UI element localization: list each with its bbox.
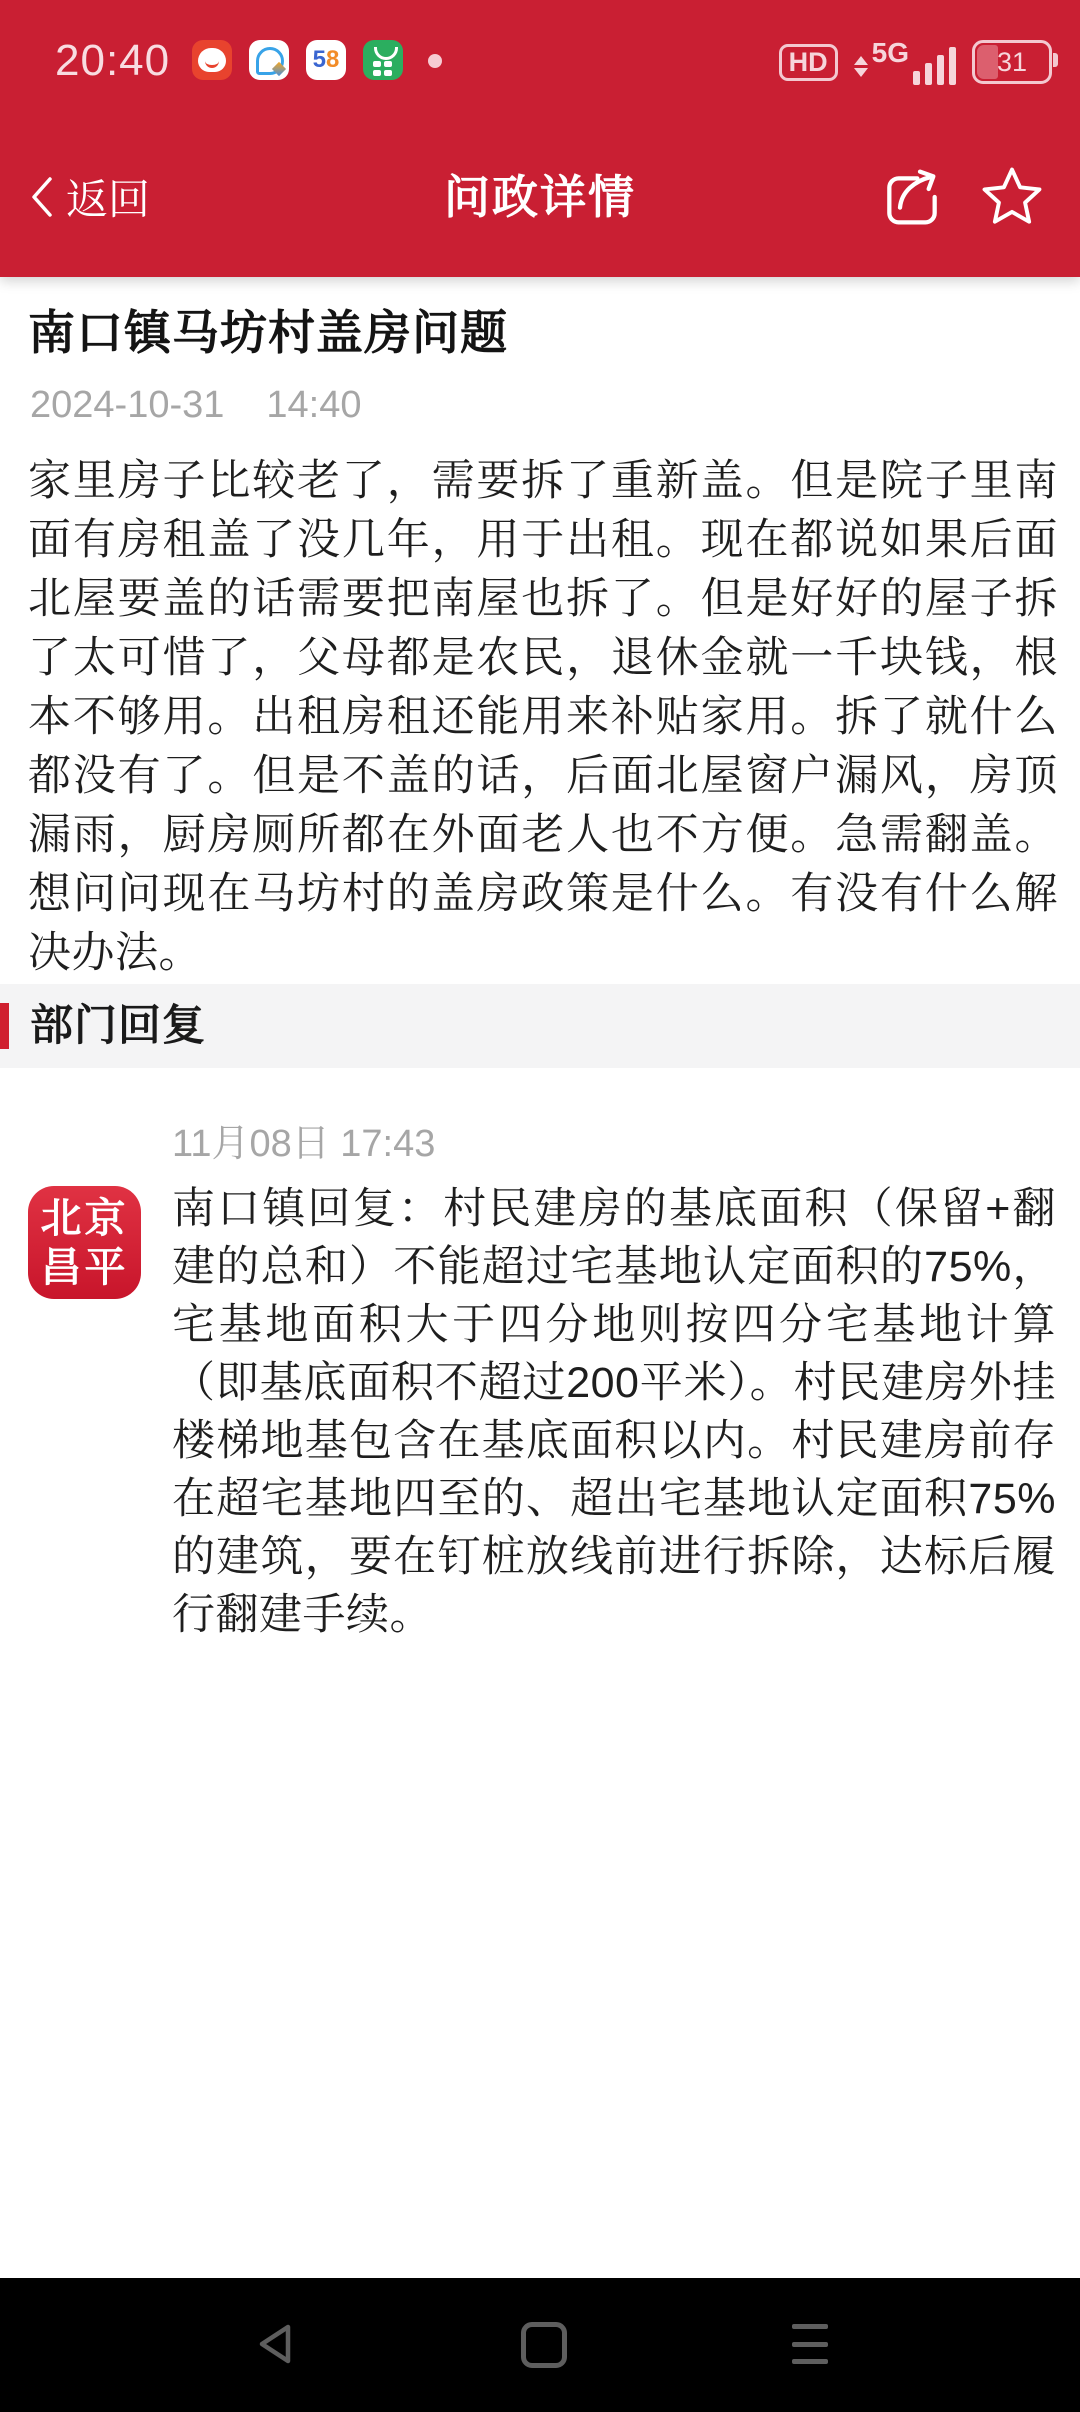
reply-section-header	[0, 984, 1080, 1068]
dots-grid-icon	[373, 61, 393, 75]
question-datetime	[30, 384, 361, 427]
reply-section-label: 部门回复	[30, 1002, 206, 1050]
title-bar	[0, 152, 1080, 242]
digit-8: 8	[326, 46, 340, 73]
58-app-icon	[306, 40, 346, 80]
digit-5: 5	[312, 46, 326, 73]
status-bar	[0, 30, 1080, 94]
back-label: 返回	[66, 176, 151, 223]
notification-dot-icon	[428, 54, 442, 68]
question-title: 南口镇马坊村盖房问题	[28, 306, 508, 359]
notification-icons	[192, 40, 403, 80]
smile-arc-icon	[374, 47, 398, 60]
battery-nub	[1053, 53, 1058, 67]
status-time: 20:40	[55, 36, 171, 85]
network-indicator	[854, 39, 956, 85]
reply-body: 南口镇回复：村民建房的基底面积（保留+翻建的总和）不能超过宅基地认定面积的75%，宅基地面积大于四分地则按四分宅基地计算（即基底面积不超过200平米）。村民建房外挂楼梯地基包含在基底面积以内。村民建房前存在超宅基地四至的、超出宅基地认定面积75%的建筑，要在钉桩放线前进行拆除，达标后履行翻建手续。	[172, 1185, 1056, 1639]
battery-percent: 31	[996, 46, 1028, 77]
system-back-button[interactable]	[252, 2318, 304, 2370]
weidian-app-icon	[363, 40, 403, 80]
signal-bars-icon	[913, 45, 956, 85]
system-recents-button[interactable]	[792, 2324, 828, 2364]
favorite-star-button[interactable]	[978, 162, 1046, 232]
system-navigation-bar	[0, 2278, 1080, 2412]
battery-icon	[972, 40, 1052, 84]
share-button[interactable]	[880, 162, 944, 232]
avatar-line2: 昌平	[40, 1243, 129, 1290]
question-date: 2024-10-31	[30, 384, 225, 426]
status-bar-right	[779, 38, 1052, 86]
tim-chat-app-icon	[249, 40, 289, 80]
question-body: 家里房子比较老了，需要拆了重新盖。但是院子里南面有房租盖了没几年，用于出租。现在都说如果后面北屋要盖的话需要把南屋也拆了。但是好好的屋子拆了太可惜了，父母都是农民，退休金就一千块钱，根本不够用。出租房租还能用来补贴家用。拆了就什么都没有了。但是不盖的话，后面北屋窗户漏风，房顶漏雨，厨房厕所都在外面老人也不方便。急需翻盖。想问问现在马坊村的盖房政策是什么。有没有什么解决办法。	[28, 457, 1058, 977]
question-time: 14:40	[266, 384, 362, 426]
avatar-line1: 北京	[40, 1194, 129, 1241]
reply-timestamp: 11月08日 17:43	[172, 1123, 436, 1165]
data-arrows-icon	[854, 56, 868, 77]
battery-fill	[977, 45, 998, 79]
page-title: 问政详情	[444, 171, 636, 223]
jd-app-icon	[192, 40, 232, 80]
app-header	[0, 0, 1080, 277]
network-type-label: 5G	[871, 37, 909, 68]
hd-badge: HD	[779, 44, 838, 81]
system-home-button[interactable]	[521, 2322, 567, 2368]
red-accent-bar	[0, 1003, 9, 1049]
beijing-changping-avatar	[28, 1186, 141, 1299]
